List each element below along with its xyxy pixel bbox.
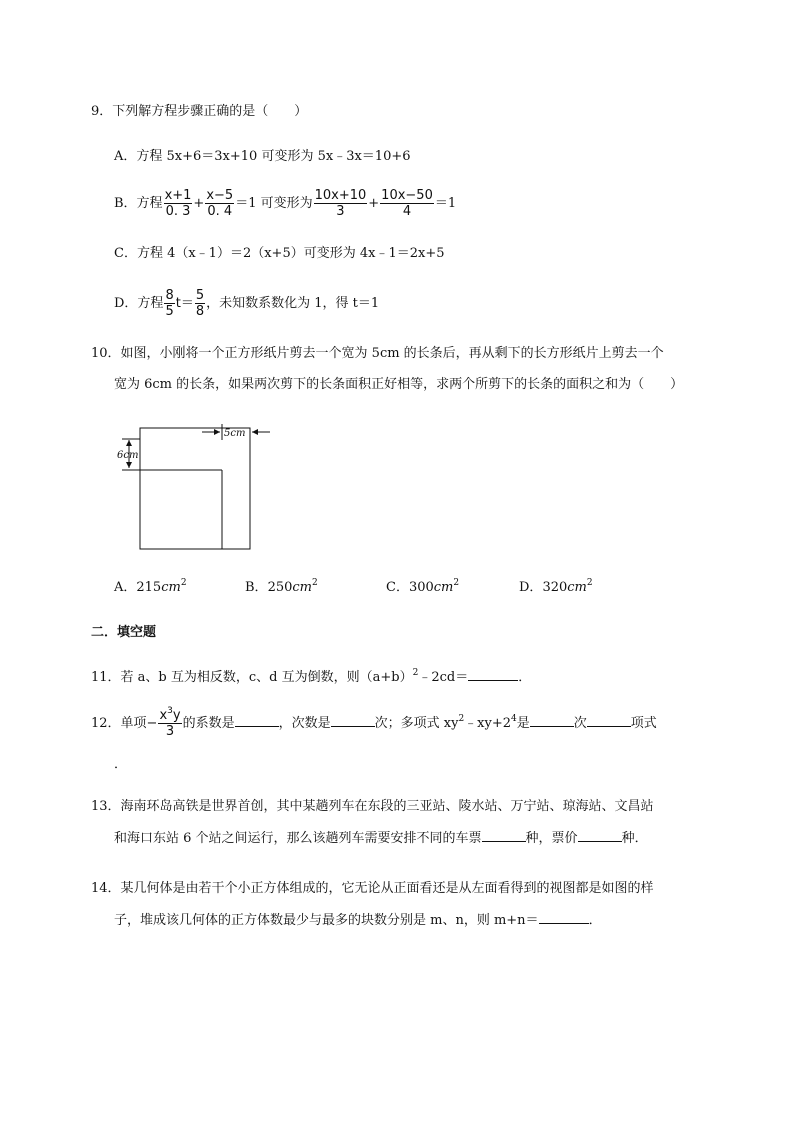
q9b-frac1-num: x+1 (164, 188, 192, 203)
q14-answer-blank[interactable] (539, 911, 589, 924)
q13-line2 (114, 829, 648, 848)
q10-option-d (519, 579, 593, 597)
q9d-frac1-den: 5 (165, 304, 174, 319)
q9b-mid: ＝1 可变形为 (235, 196, 313, 211)
q10-option-b (245, 579, 318, 597)
q9d-frac2-den: 8 (195, 304, 205, 319)
q12-t7: 项式 (630, 716, 657, 731)
q10a-value: 215 (136, 580, 162, 595)
q12-t5: 是 (516, 716, 530, 731)
q12-frac (158, 705, 181, 739)
q11-text: 11．若 a、b 互为相反数，c、d 互为倒数，则（a+b） (91, 670, 413, 685)
q10-line2: 宽为 6cm 的长条，如果两次剪下的长条面积正好相等，求两个所剪下的长条的面积之和为（ ） (114, 377, 684, 392)
q9b-frac3-den: 3 (336, 204, 345, 219)
q9b-frac2-num: x−5 (206, 188, 234, 203)
q10c-letter: C． (386, 580, 409, 595)
q12-e1: 2 (458, 713, 465, 724)
q10d-unit: cm (567, 580, 587, 595)
q11 (91, 668, 531, 687)
q12-line2: ． (114, 757, 128, 772)
q9b-plus1: + (193, 196, 205, 211)
q12-num-exp: 3 (167, 705, 173, 716)
q11-rest: ﹣2cd＝ (418, 670, 469, 685)
q10d-exp: 2 (586, 577, 593, 588)
q11-answer-blank[interactable] (468, 668, 518, 681)
q9b-frac4 (380, 188, 434, 219)
q9b-frac1-den: 0. 3 (165, 204, 191, 219)
q9-option-a: A．方程 5x+6＝3x+10 可变形为 5x﹣3x＝10+6 (114, 149, 411, 164)
q10b-value: 250 (267, 580, 293, 595)
q10a-unit: cm (161, 580, 181, 595)
q10c-exp: 2 (453, 577, 460, 588)
q14-line2a: 子，堆成该几何体的正方体数最少与最多的块数分别是 m、n，则 m+n＝ (114, 913, 539, 928)
q9-stem: 9．下列解方程步骤正确的是（ ） (91, 104, 308, 119)
q10d-letter: D． (519, 580, 543, 595)
q12-num-y: y (172, 708, 181, 723)
q11-end: ． (518, 670, 532, 685)
q12-t2: ，次数是 (278, 716, 331, 731)
q12-num-x: x (159, 708, 168, 723)
q9-option-c: C．方程 4（x﹣1）＝2（x+5）可变形为 4x﹣1＝2x+5 (114, 246, 445, 261)
q9b-frac1 (164, 188, 193, 219)
q10-option-a (114, 579, 187, 597)
q12-blank-degree[interactable] (331, 714, 375, 727)
q12-t3: 次；多项式 xy (374, 716, 459, 731)
q13-blank-tickets[interactable] (482, 829, 526, 842)
q9d-end: ，未知数系数化为 1，得 t＝1 (206, 296, 380, 311)
q12-t1: 的系数是 (182, 716, 235, 731)
q13-line1: 13．海南环岛高铁是世界首创，其中某趟列车在东段的三亚站、陵水站、万宁站、琼海站、文昌站 (91, 799, 654, 814)
q10b-letter: B． (245, 580, 268, 595)
q10-line1: 10．如图，小刚将一个正方形纸片剪去一个宽为 5cm 的长条后，再从剩下的长方形纸片上剪去一个 (91, 346, 664, 361)
q9-option-b (114, 187, 456, 221)
arrowhead-5cm-left (214, 429, 220, 435)
q9b-frac2 (205, 188, 234, 219)
q12-blank-poly-terms[interactable] (587, 714, 631, 727)
q12-t6: 次 (573, 716, 587, 731)
q9b-frac4-den: 4 (402, 204, 412, 219)
q12-frac-num (158, 705, 181, 724)
q13-line2b: 种，票价 (525, 831, 578, 846)
q9d-t: t＝ (175, 296, 194, 311)
section-heading: 二．填空题 (91, 625, 157, 640)
q14-line2 (114, 911, 602, 930)
q12-prefix: 12．单项 (91, 716, 147, 731)
q9b-prefix: B．方程 (114, 196, 163, 211)
q9d-prefix: D．方程 (114, 296, 164, 311)
q12-minus: − (146, 716, 158, 731)
q9d-frac2-num: 5 (195, 288, 205, 303)
q10c-unit: cm (433, 580, 454, 595)
q12-blank-coefficient[interactable] (235, 714, 279, 727)
arrowhead-5cm-right (252, 429, 258, 435)
q10a-exp: 2 (180, 577, 187, 588)
q9b-frac3-num: 10x+10 (314, 188, 367, 203)
q13-line2a: 和海口东站 6 个站之间运行，那么该趟列车需要安排不同的车票 (114, 831, 482, 846)
label-5cm: 5cm (224, 428, 246, 439)
q11-exp: 2 (412, 667, 419, 678)
q9b-plus2: + (368, 196, 380, 211)
q10b-unit: cm (292, 580, 312, 595)
q10b-exp: 2 (312, 577, 318, 588)
q12-frac-den: 3 (165, 724, 175, 739)
q9d-frac1-num: 8 (165, 288, 174, 303)
arrowhead-6cm-top (126, 440, 132, 446)
q9d-frac2 (195, 288, 205, 319)
q10-figure (110, 418, 290, 558)
q10c-value: 300 (408, 580, 434, 595)
q12 (91, 705, 657, 743)
q9d-frac1 (164, 288, 174, 319)
q12-blank-poly-degree[interactable] (530, 714, 574, 727)
q9-option-d (114, 287, 379, 321)
q10a-letter: A． (114, 580, 137, 595)
q14-line1: 14．某几何体是由若干个小正方体组成的，它无论从正面看还是从左面看得到的视图都是如图的样 (91, 881, 654, 896)
q9b-frac3 (314, 188, 368, 219)
q13-blank-prices[interactable] (578, 829, 622, 842)
q9b-frac2-den: 0. 4 (207, 204, 233, 219)
label-6cm: 6cm (117, 450, 139, 461)
q9b-frac4-num: 10x−50 (381, 188, 433, 203)
q13-line2c: 种． (621, 831, 648, 846)
q12-e2: 4 (511, 713, 517, 724)
arrowhead-6cm-bottom (126, 462, 132, 468)
q10d-value: 320 (542, 580, 568, 595)
q10-option-c (386, 579, 459, 597)
outer-square (140, 428, 250, 549)
q9b-end: ＝1 (434, 196, 457, 211)
q12-t4: ﹣xy+2 (464, 716, 512, 731)
q14-line2b: ． (588, 913, 602, 928)
